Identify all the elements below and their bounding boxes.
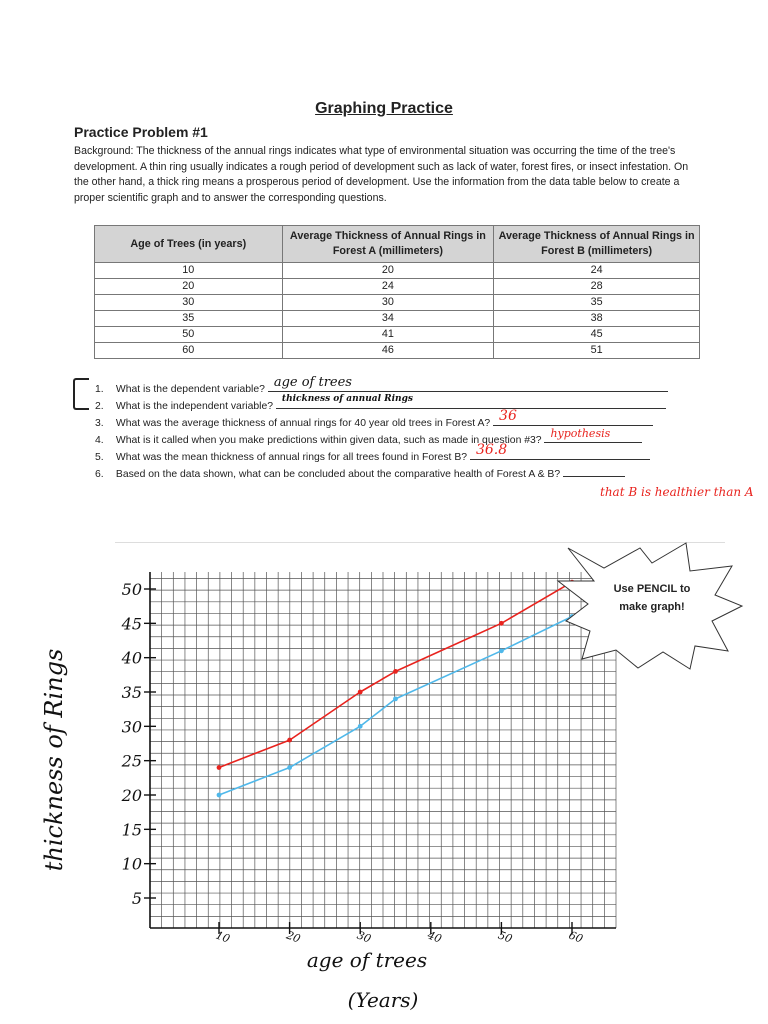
question-text: What is it called when you make predictions within given data, such as made in question #3? xyxy=(115,435,542,446)
y-tick-label: 35 xyxy=(121,683,142,702)
x-tick-label: 30 xyxy=(355,928,373,946)
question-text: What was the mean thickness of annual rings for all trees found in Forest B? xyxy=(115,452,468,463)
table-cell: 24 xyxy=(494,263,700,279)
table-cell: 45 xyxy=(494,327,700,343)
y-tick-label: 30 xyxy=(121,717,142,737)
x-axis-unit: (Years) xyxy=(347,988,419,1012)
table-cell: 46 xyxy=(282,343,494,359)
table-cell: 38 xyxy=(494,311,700,327)
problem-heading: Practice Problem #1 xyxy=(74,124,208,140)
x-tick-label: 20 xyxy=(284,928,303,946)
answer-1: age of trees xyxy=(273,375,352,390)
background-paragraph: Background: The thickness of the annual rings indicates what type of environmental situation was occurring the time of the tree's development. A thin ring usually indicates a rough period of development such as lack of water, forest fires, or insect infestation. On the other hand, a thick ring means a prosperous period of development. Use the information from the data table below to create a proper scientific graph and to answer the corresponding questions. xyxy=(74,145,689,204)
table-cell: 50 xyxy=(95,327,283,343)
y-axis-label: thickness of Rings xyxy=(40,648,68,872)
answer-2: thickness of annual Rings xyxy=(281,394,413,404)
question-text: What is the independent variable? xyxy=(115,401,274,412)
question-number: 3. xyxy=(95,418,104,429)
table-cell: 28 xyxy=(494,279,700,295)
table-cell: 20 xyxy=(282,263,494,279)
y-tick-label: 10 xyxy=(121,854,142,874)
data-point xyxy=(217,793,222,798)
table-cell: 20 xyxy=(95,279,283,295)
table-cell: 41 xyxy=(282,327,494,343)
data-point xyxy=(499,648,504,653)
question-number: 2. xyxy=(95,401,104,412)
y-tick-label: 45 xyxy=(121,614,142,634)
column-header-forest-b: Average Thickness of Annual Rings in Forest B (millimeters) xyxy=(494,226,700,263)
answer-5: 36.8 xyxy=(475,442,508,458)
y-tick-label: 40 xyxy=(121,648,142,668)
question-text: What is the dependent variable? xyxy=(115,384,265,395)
x-tick-labels xyxy=(214,922,585,946)
table-cell: 30 xyxy=(282,295,494,311)
table-cell: 24 xyxy=(282,279,494,295)
series-line-1 xyxy=(219,617,572,796)
question-number: 5. xyxy=(95,452,104,463)
callout-line-1: Use PENCIL to xyxy=(613,583,691,595)
pencil-callout xyxy=(558,543,742,669)
data-point xyxy=(393,696,398,701)
y-tick-label: 25 xyxy=(121,751,142,771)
data-point xyxy=(358,690,363,695)
y-tick-label: 15 xyxy=(121,820,142,840)
data-point xyxy=(499,621,504,626)
y-tick-label: 5 xyxy=(131,889,142,908)
x-tick-label: 50 xyxy=(496,928,514,946)
data-point xyxy=(393,669,398,674)
table-cell: 51 xyxy=(494,343,700,359)
table-cell: 34 xyxy=(282,311,494,327)
question-number: 4. xyxy=(95,435,104,446)
y-tick-label: 20 xyxy=(121,786,142,805)
answer-6: that B is healthier than A xyxy=(600,485,754,499)
callout-line-2: make graph! xyxy=(619,601,685,613)
question-text: Based on the data shown, what can be concluded about the comparative health of Forest A & B? xyxy=(115,469,561,480)
graph-grid xyxy=(150,572,616,928)
y-tick-label: 50 xyxy=(121,580,142,599)
data-point xyxy=(287,738,292,743)
question-number: 6. xyxy=(95,469,104,480)
question-text: What was the average thickness of annual rings for 40 year old trees in Forest A? xyxy=(115,418,491,429)
table-cell: 35 xyxy=(95,311,283,327)
data-point xyxy=(287,765,292,770)
x-axis-label: age of trees xyxy=(306,948,428,972)
data-point xyxy=(358,724,363,729)
table-cell: 30 xyxy=(95,295,283,311)
x-tick-label: 10 xyxy=(213,928,232,946)
question-number: 1. xyxy=(95,384,104,395)
answer-3: 36 xyxy=(499,408,517,424)
page-title: Graphing Practice xyxy=(315,100,453,117)
column-header-forest-a: Average Thickness of Annual Rings in Forest A (millimeters) xyxy=(282,226,494,263)
column-header-age: Age of Trees (in years) xyxy=(95,226,283,263)
answer-4: hypothesis xyxy=(550,427,611,440)
table-cell: 10 xyxy=(95,263,283,279)
table-cell: 60 xyxy=(95,343,283,359)
x-tick-label: 40 xyxy=(425,928,444,946)
x-tick-label: 60 xyxy=(566,928,585,946)
table-cell: 35 xyxy=(494,295,700,311)
data-point xyxy=(217,765,222,770)
series-line-2 xyxy=(219,582,572,767)
